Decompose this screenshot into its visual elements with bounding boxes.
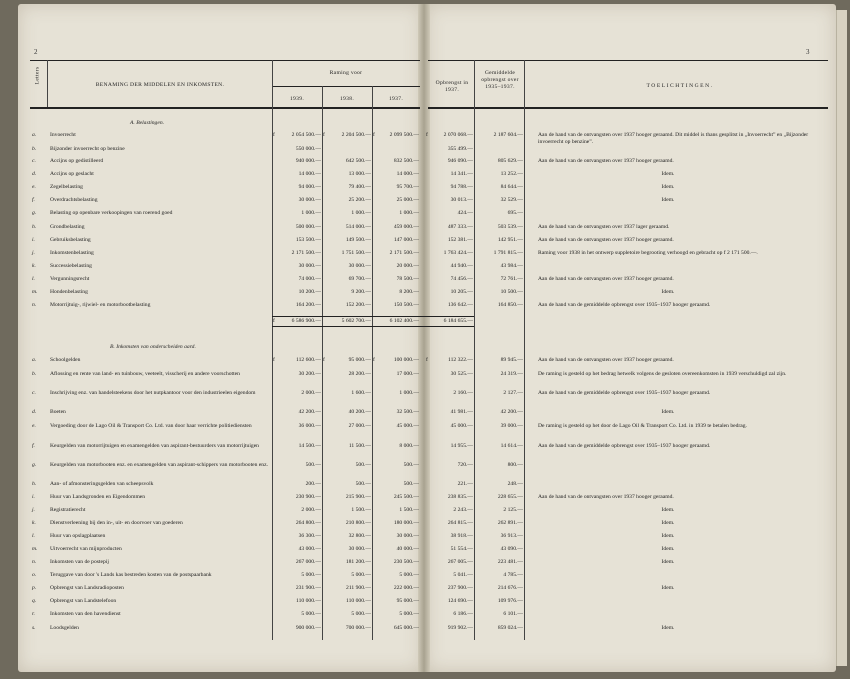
row-value-opbrengst: 124 690.— xyxy=(447,598,473,604)
col-benaming-header: BENAMING DER MIDDELEN EN INKOMSTEN. xyxy=(95,82,225,88)
row-value-1937: 222 000.— xyxy=(393,585,419,591)
row-note: Aan de hand van de ontvangsten over 1937 hooger geraamd. xyxy=(538,276,674,282)
row-letter: r. xyxy=(32,611,35,617)
col-letters-header: Letters xyxy=(34,66,41,85)
row-value-1939: 200.— xyxy=(305,481,321,487)
rule-1937 xyxy=(372,86,373,640)
row-letter: i. xyxy=(32,494,35,500)
row-value-1939: 500 000.— xyxy=(295,224,321,230)
row-description: Registratierecht xyxy=(50,507,86,513)
row-description: Belasting op openbare verkoopingen van roerend goed xyxy=(50,210,173,216)
row-value-1939: 5 000.— xyxy=(301,572,321,578)
row-value-1937: 32 500.— xyxy=(396,409,419,415)
row-value-opbrengst: 45 000.— xyxy=(450,423,473,429)
page-edge xyxy=(836,10,847,666)
col-toelichtingen-header: TOELICHTINGEN. xyxy=(646,83,714,89)
row-currency: f xyxy=(373,132,375,138)
year-1937-header: 1937. xyxy=(388,96,404,102)
row-value-1938: 500.— xyxy=(355,481,371,487)
row-value-opbrengst: 10 205.— xyxy=(450,289,473,295)
rule-gemiddelde xyxy=(524,60,525,640)
row-value-1938: 13 000.— xyxy=(348,171,371,177)
row-value-1938: 11 500.— xyxy=(348,443,371,449)
row-description: Inkomstenbelasting xyxy=(50,250,94,256)
row-value-gemiddelde: 2 127.— xyxy=(503,390,523,396)
row-letter: p. xyxy=(32,585,37,591)
row-letter: g. xyxy=(32,210,37,216)
row-value-1938: 32 800.— xyxy=(348,533,371,539)
row-description: Opbrengst van Landsradioposten xyxy=(50,585,124,591)
row-value-gemiddelde: 214 676.— xyxy=(497,585,523,591)
row-value-opbrengst: 919 902.— xyxy=(447,625,473,631)
row-description: Opbrengst van Landstelefoon xyxy=(50,598,117,604)
row-note: Idem. xyxy=(661,625,675,631)
row-value-1938: 210 800.— xyxy=(345,520,371,526)
row-value-opbrengst: 30 525.— xyxy=(450,371,473,377)
row-currency: f xyxy=(273,357,275,363)
row-value-gemiddelde: 142 951.— xyxy=(497,237,523,243)
row-value-1938: 2 204 500.— xyxy=(341,132,371,138)
header-top-rule-left xyxy=(30,60,420,61)
row-value-opbrengst: 136 642.— xyxy=(447,302,473,308)
row-value-1937: 1 500.— xyxy=(399,507,419,513)
row-description: Huur van opslagplaatsen xyxy=(50,533,106,539)
row-currency: f xyxy=(426,132,428,138)
row-value-1937: 25 000.— xyxy=(396,197,419,203)
row-value-opbrengst: 6 186.— xyxy=(453,611,473,617)
row-letter: e. xyxy=(32,423,36,429)
row-value-1938: 181 200.— xyxy=(345,559,371,565)
row-value-opbrengst: 44 940.— xyxy=(450,263,473,269)
row-value-1937: 180 000.— xyxy=(393,520,419,526)
row-value-1937: 147 000.— xyxy=(393,237,419,243)
left-page-number: 2 xyxy=(34,48,38,56)
row-value-1937: 500.— xyxy=(403,481,419,487)
row-value-1939: 30 000.— xyxy=(298,263,321,269)
raming-sub-rule xyxy=(272,86,420,87)
row-description: Inschrijving enz. van handelsteekens door het nutpkantoor voor den industrieelen eigendom xyxy=(50,390,256,396)
row-value-1937: 459 000.— xyxy=(393,224,419,230)
row-letter: a. xyxy=(32,132,37,138)
row-description: Zegelbelasting xyxy=(50,184,83,190)
row-description: Motorrijtuig-, rijwiel- en motorbootbelasting xyxy=(50,302,151,308)
row-value-opbrengst: 424.— xyxy=(457,210,473,216)
row-note: Idem. xyxy=(661,585,675,591)
row-value-gemiddelde: 248.— xyxy=(507,481,523,487)
row-value-1938: 152 200.— xyxy=(345,302,371,308)
row-description: Inkomsten van den havendienst xyxy=(50,611,121,617)
row-value-opbrengst: 2 070 068.— xyxy=(443,132,473,138)
row-currency: f xyxy=(273,132,275,138)
row-value-1939: 264 800.— xyxy=(295,520,321,526)
row-letter: c. xyxy=(32,390,36,396)
row-value-1938: 5 000.— xyxy=(351,611,371,617)
row-currency: f xyxy=(373,357,375,363)
row-letter: f. xyxy=(32,443,35,449)
row-value-1937: 30 000.— xyxy=(396,533,419,539)
right-page-number: 3 xyxy=(806,48,810,56)
row-value-gemiddelde: 1 791 815.— xyxy=(493,250,523,256)
row-value-gemiddelde: 13 252.— xyxy=(500,171,523,177)
row-note: Idem. xyxy=(661,171,675,177)
row-value-1939: 10 200.— xyxy=(298,289,321,295)
totals-a-opbrengst: 6 184 655.— xyxy=(443,318,473,324)
row-value-1937: 95 700.— xyxy=(396,184,419,190)
row-value-1937: 40 000.— xyxy=(396,546,419,552)
row-value-gemiddelde: 10 500.— xyxy=(500,289,523,295)
row-letter: f. xyxy=(32,197,35,203)
row-value-1938: 69 700.— xyxy=(348,276,371,282)
row-value-gemiddelde: 24 319.— xyxy=(500,371,523,377)
row-value-1937: 14 000.— xyxy=(396,171,419,177)
row-letter: d. xyxy=(32,409,37,415)
row-note: Aan de hand van de ontvangsten over 1937 hooger geraamd. xyxy=(538,357,674,363)
row-value-1938: 5 000.— xyxy=(351,572,371,578)
row-note: Idem. xyxy=(661,533,675,539)
row-note: Aan de hand van de ontvangsten over 1937 hooger geraamd. Dit middel is thans gesplitst in „Invoerrecht” en „Bijzonder invoerrecht op benzine”. xyxy=(538,132,809,145)
row-note: Aan de hand van de ontvangsten over 1937 hooger geraamd. xyxy=(538,237,674,243)
row-value-1938: 40 200.— xyxy=(348,409,371,415)
row-value-1939: 30 000.— xyxy=(298,197,321,203)
row-value-1937: 5 000.— xyxy=(399,611,419,617)
row-letter: d. xyxy=(32,171,37,177)
row-value-opbrengst: 267 005.— xyxy=(447,559,473,565)
totals-a-currency: f xyxy=(273,318,275,324)
row-value-1938: 30 000.— xyxy=(348,263,371,269)
row-value-1939: 900 000.— xyxy=(295,625,321,631)
row-value-1937: 645 000.— xyxy=(393,625,419,631)
row-value-opbrengst: 74 456.— xyxy=(450,276,473,282)
row-value-gemiddelde: 36 913.— xyxy=(500,533,523,539)
row-letter: e. xyxy=(32,184,36,190)
rule-letters xyxy=(47,60,48,107)
row-description: Aan- of afmonsteringsgelden van scheepsvolk xyxy=(50,481,154,487)
row-value-gemiddelde: 72 761.— xyxy=(500,276,523,282)
row-value-opbrengst: 221.— xyxy=(457,481,473,487)
row-value-gemiddelde: 164 850.— xyxy=(497,302,523,308)
row-value-gemiddelde: 859 024.— xyxy=(497,625,523,631)
row-letter: m. xyxy=(32,289,38,295)
row-description: Inkomsten van de postерij xyxy=(50,559,109,565)
row-letter: n. xyxy=(32,302,37,308)
row-note: Idem. xyxy=(661,507,675,513)
row-value-1937: 45 000.— xyxy=(396,423,419,429)
row-letter: b. xyxy=(32,146,37,152)
row-description: Bijzonder invoerrecht op benzine xyxy=(50,146,125,152)
row-note: Idem. xyxy=(661,409,675,415)
row-value-gemiddelde: 43 090.— xyxy=(500,546,523,552)
row-value-1939: 42 200.— xyxy=(298,409,321,415)
row-description: Uitvoerrecht van mijnproducten xyxy=(50,546,122,552)
row-value-1939: 94 000.— xyxy=(298,184,321,190)
row-letter: k. xyxy=(32,520,36,526)
row-value-gemiddelde: 109 976.— xyxy=(497,598,523,604)
header-bottom-rule-right xyxy=(428,107,828,109)
row-description: Gebruiksbelasting xyxy=(50,237,91,243)
row-value-1938: 30 000.— xyxy=(348,546,371,552)
row-description: Dienstverleening bij den in-, uit- en doorvoer van goederen xyxy=(50,520,183,526)
row-value-1937: 17 000.— xyxy=(396,371,419,377)
row-value-1938: 514 000.— xyxy=(345,224,371,230)
header-bottom-rule-left xyxy=(30,107,420,109)
row-value-1939: 940 000.— xyxy=(295,158,321,164)
year-1939-header: 1939. xyxy=(289,96,305,102)
row-note: Raming voor 1938 in het ontwerp suppletoire begrooting verhoogd en gebracht op f 2 171 500.—. xyxy=(538,250,758,256)
row-value-1937: 245 500.— xyxy=(393,494,419,500)
row-letter: i. xyxy=(32,237,35,243)
row-description: Schoolgelden xyxy=(50,357,81,363)
row-description: Overdrachtsbelasting xyxy=(50,197,98,203)
row-value-1939: 36 300.— xyxy=(298,533,321,539)
row-value-opbrengst: 51 554.— xyxy=(450,546,473,552)
row-letter: m. xyxy=(32,546,38,552)
row-value-1938: 215 900.— xyxy=(345,494,371,500)
row-value-1938: 1 000.— xyxy=(351,210,371,216)
col-raming-header: Raming voor xyxy=(329,70,363,76)
row-currency: f xyxy=(323,132,325,138)
row-value-1937: 20 000.— xyxy=(396,263,419,269)
row-value-1938: 1 500.— xyxy=(351,507,371,513)
col-gemiddelde-header: Gemiddelde opbrengst over 1935–1937. xyxy=(481,70,519,90)
row-value-gemiddelde: 39 000.— xyxy=(500,423,523,429)
row-note: Idem. xyxy=(661,289,675,295)
totals-a-1939: 6 586 900.— xyxy=(291,318,321,324)
row-value-1938: 211 900.— xyxy=(346,585,371,591)
row-description: Invoerrecht xyxy=(50,132,76,138)
row-value-1937: 100 000.— xyxy=(393,357,419,363)
row-value-1939: 500.— xyxy=(305,462,321,468)
row-value-opbrengst: 94 788.— xyxy=(450,184,473,190)
row-value-1937: 8 200.— xyxy=(399,289,419,295)
row-note: Aan de hand van de ontvangsten over 1937 hooger geraamd. xyxy=(538,494,674,500)
row-note: Aan de hand van de gemiddelde opbrengst over 1935–1937 hooger geraamd. xyxy=(538,443,711,449)
row-value-1938: 500.— xyxy=(355,462,371,468)
row-value-1938: 27 000.— xyxy=(348,423,371,429)
row-value-gemiddelde: 262 891.— xyxy=(497,520,523,526)
row-value-1939: 231 900.— xyxy=(295,585,321,591)
row-value-opbrengst: 152 381.— xyxy=(447,237,473,243)
row-description: Boeten xyxy=(50,409,66,415)
row-value-1938: 79 400.— xyxy=(348,184,371,190)
row-description: Huur van Landsgronden en Eigendommen xyxy=(50,494,146,500)
row-value-1939: 5 000.— xyxy=(301,611,321,617)
row-value-gemiddelde: 2 125.— xyxy=(503,507,523,513)
row-value-1938: 28 200.— xyxy=(348,371,371,377)
row-value-1938: 1 751 500.— xyxy=(341,250,371,256)
row-value-gemiddelde: 89 945.— xyxy=(500,357,523,363)
row-description: Hondenbelasting xyxy=(50,289,88,295)
row-description: Keurgelden van motorbooten enz. en examengelden van aspirant-schippers van motorbooten enz. xyxy=(50,462,268,468)
row-letter: n. xyxy=(32,559,37,565)
row-letter: c. xyxy=(32,158,36,164)
row-value-opbrengst: 720.— xyxy=(457,462,473,468)
row-letter: l. xyxy=(32,533,35,539)
totals-a-1938: 5 602 700.— xyxy=(341,318,371,324)
totals-a-rule xyxy=(272,316,474,317)
row-note: Aan de hand van de gemiddelde opbrengst over 1935–1937 hooger geraamd. xyxy=(538,302,711,308)
row-value-1937: 2 099 500.— xyxy=(389,132,419,138)
row-letter: q. xyxy=(32,598,37,604)
row-value-opbrengst: 487 333.— xyxy=(447,224,473,230)
row-description: Teruggave van door 's Lands kas bestreden kosten van de postspaarbank xyxy=(50,572,212,578)
row-value-1937: 230 500.— xyxy=(393,559,419,565)
row-value-opbrengst: 2 243.— xyxy=(453,507,473,513)
row-value-opbrengst: 30 013.— xyxy=(450,197,473,203)
section-b-title: B. Inkomsten van onderscheiden aard. xyxy=(110,344,196,350)
row-value-1939: 550 000.— xyxy=(295,146,321,152)
row-value-1939: 14 000.— xyxy=(298,171,321,177)
row-description: Keurgelden van motorrijtuigen en examengelden van aspirant-bestuurders van motorrijtuigen xyxy=(50,443,259,449)
row-note: De raming is gesteld op het bedrag hetwelk volgens de gesloten overeenkomsten in 1939 verschuldigd zal zijn. xyxy=(538,371,787,377)
row-note: Aan de hand van de ontvangsten over 1937 hooger geraamd. xyxy=(538,158,674,164)
row-value-1939: 74 000.— xyxy=(298,276,321,282)
row-value-gemiddelde: 42 200.— xyxy=(500,409,523,415)
row-value-opbrengst: 112 322.— xyxy=(448,357,473,363)
row-value-gemiddelde: 43 984.— xyxy=(500,263,523,269)
row-value-gemiddelde: 695.— xyxy=(507,210,523,216)
row-value-opbrengst: 355 499.— xyxy=(447,146,473,152)
row-value-opbrengst: 41 981.— xyxy=(450,409,473,415)
row-value-gemiddelde: 2 187 604.— xyxy=(493,132,523,138)
col-opbrengst-header: Opbrengst in 1937. xyxy=(435,80,469,93)
row-note: De raming is gesteld op het door de Lago Oil & Transport Co. Ltd. in 1939 te betalen bedrag. xyxy=(538,423,747,429)
row-value-opbrengst: 946 090.— xyxy=(447,158,473,164)
row-description: Vergunningsrecht xyxy=(50,276,90,282)
row-value-1939: 14 500.— xyxy=(298,443,321,449)
row-description: Grondbelasting xyxy=(50,224,85,230)
row-value-1939: 1 000.— xyxy=(301,210,321,216)
row-value-1939: 2 000.— xyxy=(301,507,321,513)
row-value-opbrengst: 38 918.— xyxy=(450,533,473,539)
row-letter: a. xyxy=(32,357,37,363)
row-letter: k. xyxy=(32,263,36,269)
row-value-1937: 1 000.— xyxy=(399,390,419,396)
header-top-rule-right xyxy=(428,60,828,61)
row-letter: b. xyxy=(32,371,37,377)
row-value-1938: 9 200.— xyxy=(351,289,371,295)
row-letter: j. xyxy=(32,507,35,513)
row-value-gemiddelde: 805 629.— xyxy=(497,158,523,164)
row-description: Accijns op gedistilleerd xyxy=(50,158,104,164)
row-value-opbrengst: 264 815.— xyxy=(447,520,473,526)
row-value-1939: 43 000.— xyxy=(298,546,321,552)
row-value-1939: 110 000.— xyxy=(296,598,321,604)
rule-opbrengst xyxy=(474,60,475,640)
row-value-1937: 832 500.— xyxy=(393,158,419,164)
row-letter: j. xyxy=(32,250,35,256)
row-value-opbrengst: 2 160.— xyxy=(453,390,473,396)
row-note: Idem. xyxy=(661,184,675,190)
row-value-1939: 153 500.— xyxy=(295,237,321,243)
row-note: Idem. xyxy=(661,546,675,552)
row-description: Accijns op geslacht xyxy=(50,171,94,177)
row-value-1939: 164 200.— xyxy=(295,302,321,308)
row-value-opbrengst: 237 900.— xyxy=(447,585,473,591)
row-currency: f xyxy=(426,357,428,363)
row-value-opbrengst: 5 041.— xyxy=(453,572,473,578)
row-value-1939: 2 171 500.— xyxy=(291,250,321,256)
row-value-gemiddelde: 6 101.— xyxy=(503,611,523,617)
section-a-title: A. Belastingen. xyxy=(130,120,165,126)
totals-a-1937: 6 102 400.— xyxy=(389,318,419,324)
row-value-gemiddelde: 800.— xyxy=(507,462,523,468)
row-note: Idem. xyxy=(661,520,675,526)
rule-1939 xyxy=(272,60,273,640)
row-value-1937: 8 000.— xyxy=(399,443,419,449)
row-description: Vergoeding door de Lago Oil & Transport Co. Ltd. van door haar verrichte politiediensten xyxy=(50,423,252,429)
row-letter: h. xyxy=(32,224,37,230)
row-value-1939: 112 600.— xyxy=(296,357,321,363)
row-value-gemiddelde: 223 481.— xyxy=(497,559,523,565)
row-letter: h. xyxy=(32,481,37,487)
row-value-1938: 700 000.— xyxy=(345,625,371,631)
row-value-1938: 25 200.— xyxy=(348,197,371,203)
row-note: Aan de hand van de gemiddelde opbrengst over 1935–1937 hooger geraamd. xyxy=(538,390,711,396)
row-value-1937: 2 171 500.— xyxy=(389,250,419,256)
row-value-opbrengst: 1 763 424.— xyxy=(443,250,473,256)
row-value-1938: 95 000.— xyxy=(348,357,371,363)
row-note: Aan de hand van de ontvangsten over 1937 lager geraamd. xyxy=(538,224,670,230)
row-value-opbrengst: 238 835.— xyxy=(447,494,473,500)
row-value-1939: 2 000.— xyxy=(301,390,321,396)
row-letter: l. xyxy=(32,276,35,282)
year-1938-header: 1938. xyxy=(339,96,355,102)
row-description: Aflossing en rente van land- en tuinbouw, veeteelt, visscherij en andere voorschotten xyxy=(50,371,240,377)
row-value-1939: 36 000.— xyxy=(298,423,321,429)
row-value-1938: 1 600.— xyxy=(351,390,371,396)
totals-a-rule-bottom xyxy=(272,326,474,327)
row-value-gemiddelde: 14 614.— xyxy=(500,443,523,449)
row-value-opbrengst: 14 955.— xyxy=(450,443,473,449)
row-value-1939: 230 900.— xyxy=(295,494,321,500)
row-value-1939: 267 000.— xyxy=(295,559,321,565)
row-value-1937: 500.— xyxy=(403,462,419,468)
row-value-1938: 110 000.— xyxy=(346,598,371,604)
row-value-1937: 78 500.— xyxy=(396,276,419,282)
row-value-gemiddelde: 228 655.— xyxy=(497,494,523,500)
row-value-gemiddelde: 4 785.— xyxy=(503,572,523,578)
row-letter: g. xyxy=(32,462,37,468)
row-note: Idem. xyxy=(661,197,675,203)
row-letter: s. xyxy=(32,625,36,631)
row-value-1937: 1 000.— xyxy=(399,210,419,216)
row-value-1939: 2 054 500.— xyxy=(291,132,321,138)
row-value-1937: 150 500.— xyxy=(393,302,419,308)
row-value-1937: 95 000.— xyxy=(396,598,419,604)
row-currency: f xyxy=(323,357,325,363)
row-value-1938: 149 500.— xyxy=(345,237,371,243)
row-note: Idem. xyxy=(661,559,675,565)
row-value-gemiddelde: 32 529.— xyxy=(500,197,523,203)
rule-1938 xyxy=(322,86,323,640)
row-value-opbrengst: 14 341.— xyxy=(450,171,473,177)
row-value-1939: 30 200.— xyxy=(298,371,321,377)
row-value-1938: 642 500.— xyxy=(345,158,371,164)
row-description: Loodsgelden xyxy=(50,625,79,631)
row-value-1937: 5 000.— xyxy=(399,572,419,578)
row-description: Successiebelasting xyxy=(50,263,92,269)
row-value-gemiddelde: 84 644.— xyxy=(500,184,523,190)
row-value-gemiddelde: 503 539.— xyxy=(497,224,523,230)
row-letter: o. xyxy=(32,572,37,578)
